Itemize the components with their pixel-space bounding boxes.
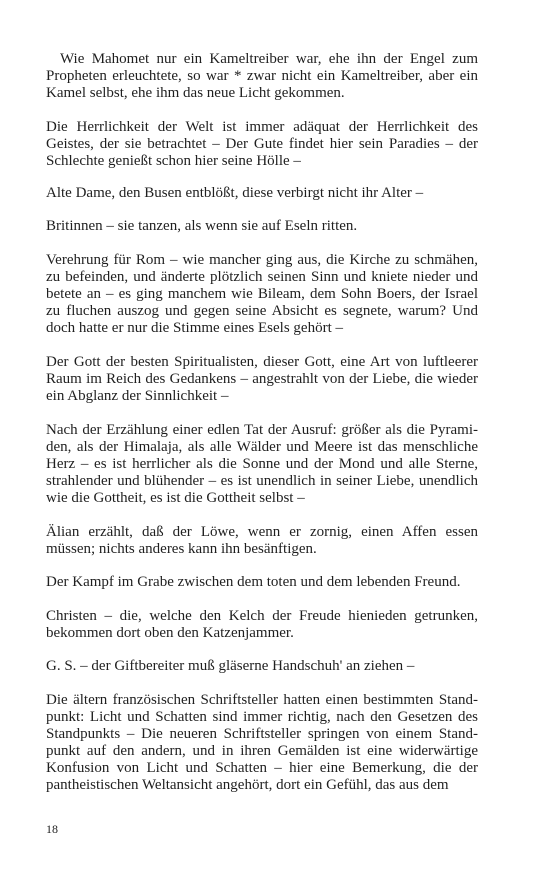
paragraph-gott-spiritualisten: Der Gott der besten Spiritualisten, dieser Gott, eine Art von luftleerer Raum im Reich des Gedankens – angestrahlt von der Liebe, die wieder ein Abglanz der Sinnlichkeit –: [46, 354, 478, 404]
paragraph-mahomet: Wie Mahomet nur ein Kameltreiber war, ehe ihn der Engel zum Propheten erleuchtete, so war * zwar nicht ein Kameltreiber, aber ein Kamel selbst, ehe ihm das neue Licht gekommen.: [46, 51, 478, 101]
paragraph-herrlichkeit: Die Herrlichkeit der Welt ist immer adäquat der Herrlichkeit des Geistes, der sie betrachtet – Der Gute findet hier sein Paradies – der Schlechte genießt schon hier seine Hölle –: [46, 119, 478, 169]
paragraph-kampf-grabe: Der Kampf im Grabe zwischen dem toten und dem lebenden Freund.: [46, 574, 461, 590]
paragraph-alian: Älian erzählt, daß der Löwe, wenn er zornig, einen Affen essen müssen; nichts anderes kann ihn besänftigen.: [46, 524, 478, 557]
paragraph-britinnen: Britinnen – sie tanzen, als wenn sie auf Eseln ritten.: [46, 218, 358, 234]
paragraph-alte-dame: Alte Dame, den Busen entblößt, diese verbirgt nicht ihr Alter –: [46, 185, 424, 201]
paragraph-christen: Christen – die, welche den Kelch der Freude hienieden getrunken, bekommen dort oben den Katzenjammer.: [46, 608, 478, 641]
paragraph-edle-tat: Nach der Erzählung einer edlen Tat der Ausruf: größer als die Pyramiden, als der Himalaja, als alle Wälder und Meere ist das menschliche Herz – es ist herrlicher als die Sonne und der Mond und alle Sterne, strahlender und blühender – es ist unendlich in seiner Liebe, unendlich wie die Gottheit, es ist die Gottheit selbst –: [46, 422, 478, 506]
book-page: [46, 0, 478, 880]
paragraph-giftbereiter: G. S. – der Giftbereiter muß gläserne Handschuh' an ziehen –: [46, 658, 415, 674]
page-number: 18: [46, 822, 58, 836]
paragraph-verehrung-rom: Verehrung für Rom – wie mancher ging aus, die Kirche zu schmähen, zu befeinden, und änderte plötzlich seinen Sinn und kniete nieder und betete an – es ging manchem wie Bileam, dem Sohn Boers, der Israel zu fluchen auszog und gegen seine Absicht es segnete, warum? Und doch hatte er nur die Stimme eines Esels gehört –: [46, 252, 478, 336]
paragraph-franzoesische-schriftsteller: Die ältern französischen Schriftsteller hatten einen bestimmten Standpunkt: Licht und Schatten sind immer richtig, nach den Gesetzen des Standpunkts – Die neueren Schriftsteller springen von einem Standpunkt auf den andern, und in ihren Gemälden ist eine widerwärtige Konfusion von Licht und Schatten – hier eine Bemerkung, die der pantheistischen Weltansicht angehört, dort ein Gefühl, das aus dem: [46, 692, 478, 793]
